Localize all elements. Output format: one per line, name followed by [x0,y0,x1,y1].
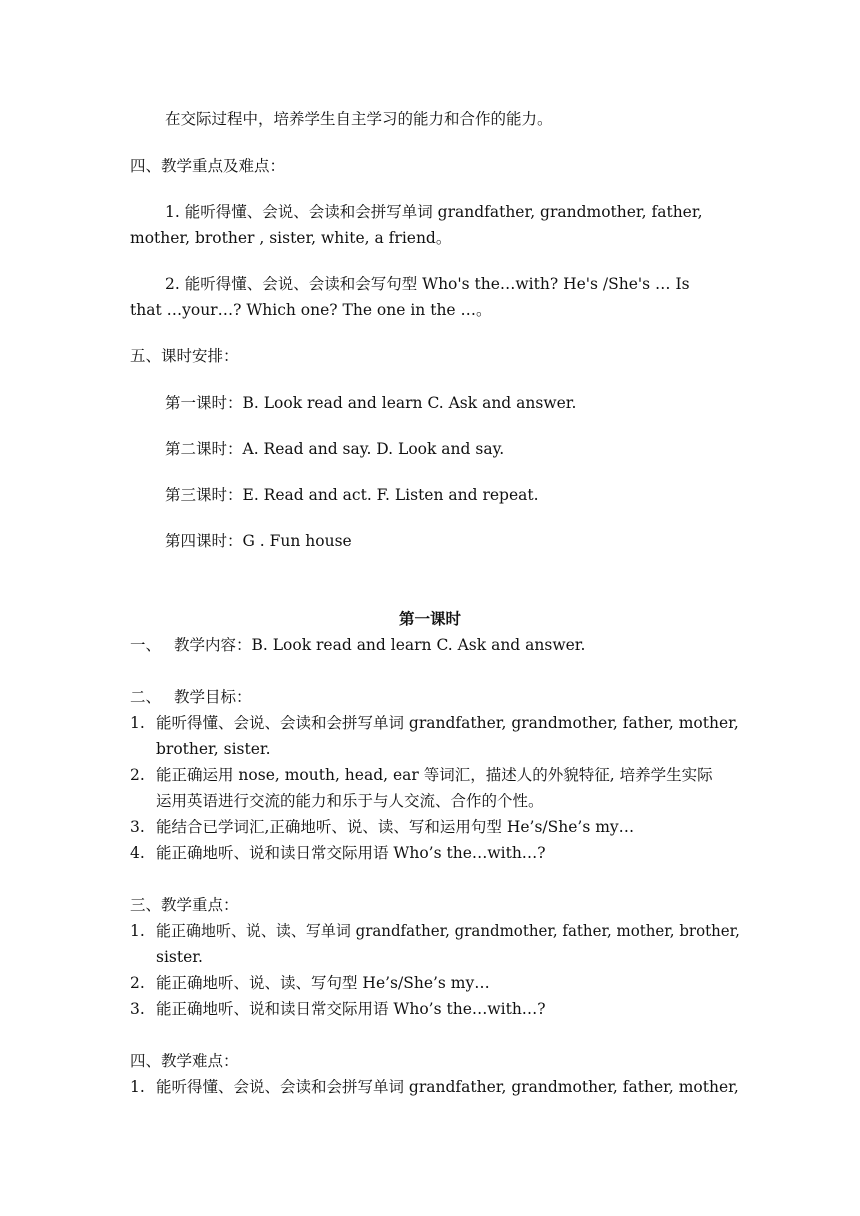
goal-1-number: 1. [130,714,145,732]
focus-1-number: 1. [130,922,145,940]
goals-heading: 教学目标： [174,688,252,706]
section-heading-key-points: 四、教学重点及难点： [130,157,286,175]
goal-2-line-1: 能正确运用 nose, mouth, head, ear 等词汇，描述人的外貌特征, 培养学生实际 [156,766,713,784]
focus-1-line-1: 能正确地听、说、读、写单词 grandfather, grandmother, father, mother, brother, [156,922,740,940]
lesson-content: 教学内容：B. Look read and learn C. Ask and answer. [174,636,586,654]
difficulty-1-number: 1. [130,1078,145,1096]
focus-3-number: 3. [130,1000,145,1018]
focus-2-number: 2. [130,974,145,992]
goal-3-line-1: 能结合已学词汇,正确地听、说、读、写和运用句型 He’s/She’s my… [156,818,635,836]
key-point-1-line-1: 1. 能听得懂、会说、会读和会拼写单词 grandfather, grandmother, father, [165,203,703,221]
goal-2-number: 2. [130,766,145,784]
schedule-lesson-1: 第一课时：B. Look read and learn C. Ask and answer. [165,394,577,412]
focus-heading: 三、教学重点： [130,896,239,914]
focus-3-line-1: 能正确地听、说和读日常交际用语 Who’s the…with…? [156,1000,546,1018]
lesson-one-title: 第一课时 [398,609,461,628]
goal-1-line-1: 能听得懂、会说、会读和会拼写单词 grandfather, grandmother, father, mother, [156,714,739,732]
difficulty-heading: 四、教学难点： [130,1052,239,1070]
schedule-lesson-2: 第二课时：A. Read and say. D. Look and say. [165,440,505,458]
intro-text: 在交际过程中，培养学生自主学习的能力和合作的能力。 [165,110,553,128]
key-point-2-line-1: 2. 能听得懂、会说、会读和会写句型 Who's the…with? He's /She's … Is [165,275,690,293]
goal-4-number: 4. [130,844,145,862]
focus-1-line-2: sister. [156,948,203,966]
schedule-lesson-4: 第四课时：G . Fun house [165,532,352,550]
key-point-1-line-2: mother, brother , sister, white, a friend。 [130,229,452,247]
schedule-lesson-3: 第三课时：E. Read and act. F. Listen and repeat. [165,486,539,504]
difficulty-1-line-1: 能听得懂、会说、会读和会拼写单词 grandfather, grandmother, father, mother, [156,1078,739,1096]
goals-number: 二、 [130,688,162,706]
goal-1-line-2: brother, sister. [156,740,271,758]
section-heading-schedule: 五、课时安排： [130,347,239,365]
goal-2-line-2: 运用英语进行交流的能力和乐于与人交流、合作的个性。 [156,792,544,810]
key-point-2-line-2: that …your…? Which one? The one in the …。 [130,301,492,319]
content-number: 一、 [130,636,162,654]
focus-2-line-1: 能正确地听、说、读、写句型 He’s/She’s my… [156,974,490,992]
goal-3-number: 3. [130,818,145,836]
goal-4-line-1: 能正确地听、说和读日常交际用语 Who’s the…with…? [156,844,546,862]
